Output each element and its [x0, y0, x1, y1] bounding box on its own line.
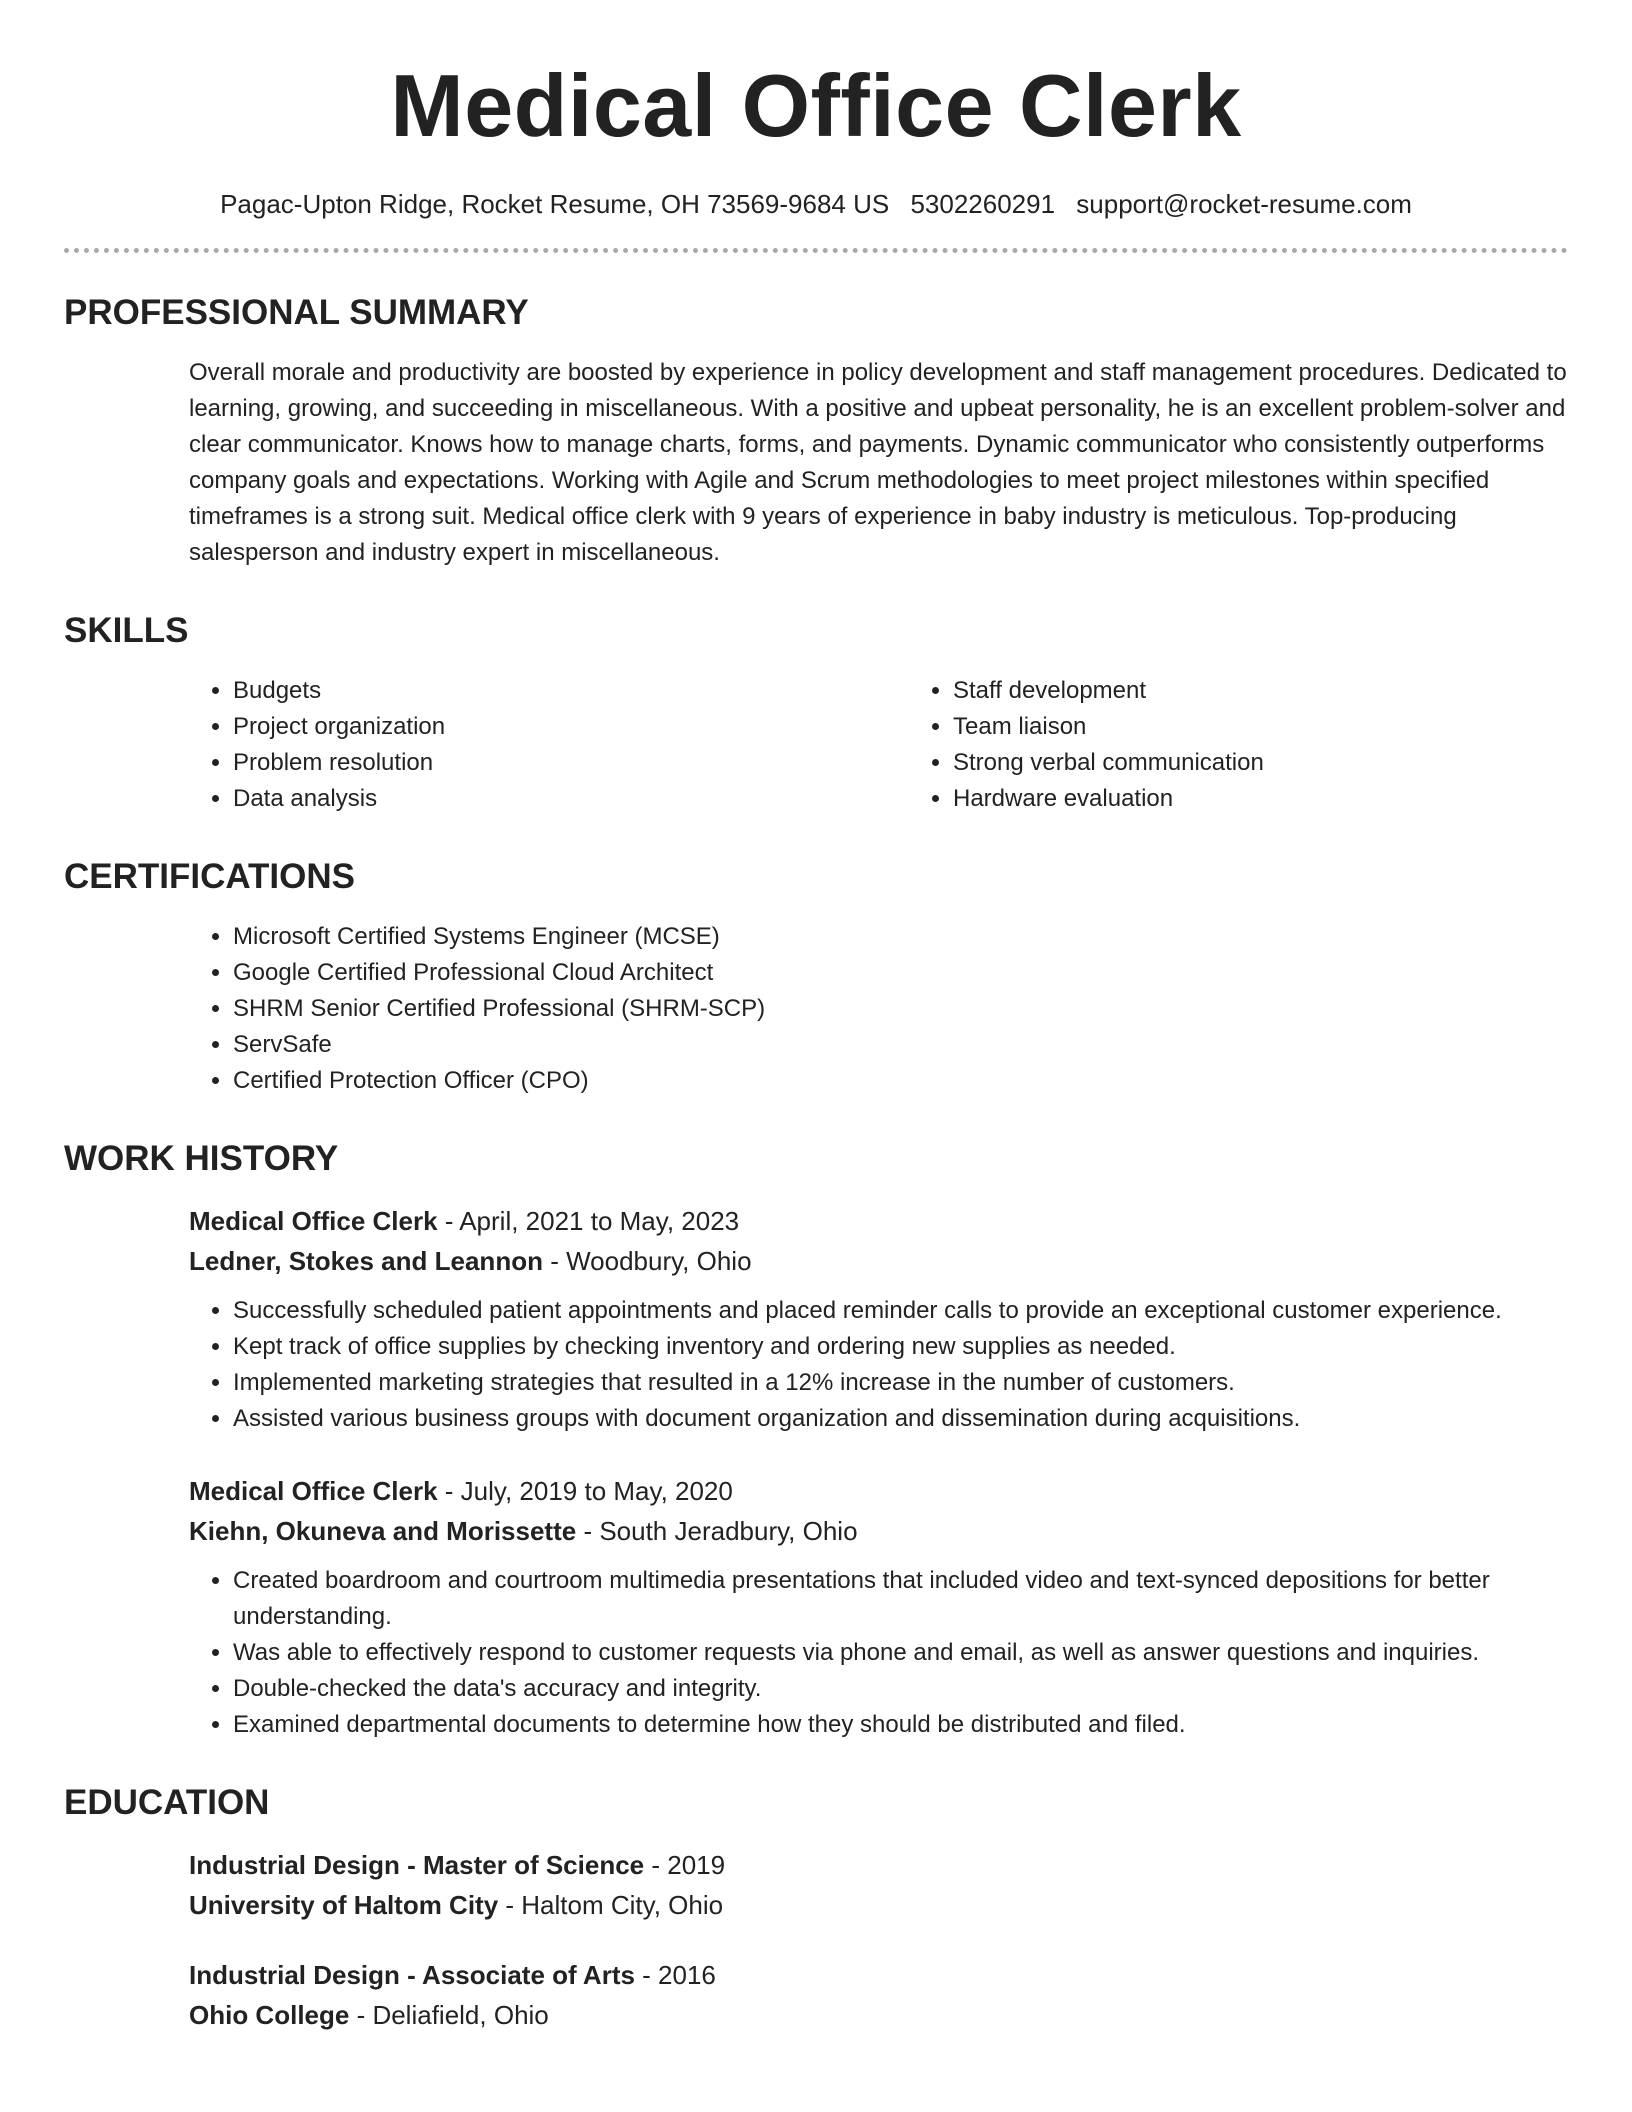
- work-history-section: [64, 1137, 1568, 1743]
- skills-title: SKILLS: [64, 611, 189, 650]
- skill-item: • Problem resolution: [233, 745, 909, 781]
- education-title: EDUCATION: [64, 1783, 270, 1822]
- job-company-line: [189, 1511, 1568, 1551]
- contact-address: Pagac-Upton Ridge, Rocket Resume, OH 73569-9684 US: [220, 189, 890, 219]
- skills-list-right: [909, 673, 1629, 817]
- certification-item: • Google Certified Professional Cloud Architect: [233, 955, 1568, 991]
- job-bullet: • Double-checked the data's accuracy and integrity.: [233, 1671, 1568, 1707]
- job-entry: [189, 1201, 1568, 1437]
- work-history-body: [64, 1201, 1568, 1743]
- work-history-title: WORK HISTORY: [64, 1139, 339, 1178]
- contact-email: support@rocket-resume.com: [1076, 189, 1412, 219]
- skill-item: • Hardware evaluation: [953, 781, 1629, 817]
- summary-title: PROFESSIONAL SUMMARY: [64, 293, 529, 332]
- school-line: [189, 1995, 1568, 2035]
- job-dates: - July, 2019 to May, 2020: [437, 1476, 733, 1506]
- candidate-name: Medical Office Clerk: [390, 56, 1242, 155]
- skills-section: [64, 609, 1568, 817]
- job-bullet: • Successfully scheduled patient appointments and placed reminder calls to provide an exceptional customer experience.: [233, 1293, 1568, 1329]
- education-entry: [189, 1955, 1568, 2035]
- summary-body: [64, 355, 1568, 571]
- job-bullet: • Created boardroom and courtroom multimedia presentations that included video and text-synced depositions for better understanding.: [233, 1563, 1568, 1635]
- skills-body: [64, 673, 1568, 817]
- job-bullet: • Implemented marketing strategies that resulted in a 12% increase in the number of customers.: [233, 1365, 1568, 1401]
- school: Ohio College: [189, 2000, 350, 2030]
- skill-item: • Strong verbal communication: [953, 745, 1629, 781]
- job-role-line: [189, 1471, 1568, 1511]
- job-bullet: • Examined departmental documents to determine how they should be distributed and filed.: [233, 1707, 1568, 1743]
- skill-item: • Data analysis: [233, 781, 909, 817]
- certification-item: • Certified Protection Officer (CPO): [233, 1063, 1568, 1099]
- job-role: Medical Office Clerk: [189, 1476, 438, 1506]
- job-company: Kiehn, Okuneva and Morissette: [189, 1516, 577, 1546]
- job-bullets: [189, 1563, 1568, 1743]
- certifications-title: CERTIFICATIONS: [64, 857, 356, 896]
- school: University of Haltom City: [189, 1890, 499, 1920]
- job-dates: - April, 2021 to May, 2023: [437, 1206, 740, 1236]
- job-role: Medical Office Clerk: [189, 1206, 438, 1236]
- job-company-line: [189, 1241, 1568, 1281]
- degree-line: [189, 1955, 1568, 1995]
- summary-section: [64, 291, 1568, 571]
- job-company: Ledner, Stokes and Leannon: [189, 1246, 543, 1276]
- job-location: - South Jeradbury, Ohio: [576, 1516, 858, 1546]
- certification-item: • SHRM Senior Certified Professional (SHRM-SCP): [233, 991, 1568, 1027]
- contact-info: [64, 186, 1568, 222]
- education-body: [64, 1845, 1568, 2035]
- school-line: [189, 1885, 1568, 1925]
- degree: Industrial Design - Associate of Arts: [189, 1960, 635, 1990]
- school-location: - Deliafield, Ohio: [349, 2000, 549, 2030]
- degree-line: [189, 1845, 1568, 1885]
- school-location: - Haltom City, Ohio: [498, 1890, 724, 1920]
- education-entry: [189, 1845, 1568, 1925]
- certifications-body: [64, 919, 1568, 1099]
- job-bullet: • Was able to effectively respond to customer requests via phone and email, as well as answer questions and inquiries.: [233, 1635, 1568, 1671]
- degree-year: - 2016: [634, 1960, 716, 1990]
- job-entry: [189, 1471, 1568, 1743]
- contact-phone: 5302260291: [910, 189, 1056, 219]
- certifications-section: [64, 855, 1568, 1099]
- certification-item: • Microsoft Certified Systems Engineer (MCSE): [233, 919, 1568, 955]
- certification-item: • ServSafe: [233, 1027, 1568, 1063]
- job-bullets: [189, 1293, 1568, 1437]
- education-section: [64, 1781, 1568, 2035]
- summary-text: Overall morale and productivity are boosted by experience in policy development and staff management procedures. Dedicated to learning, growing, and succeeding in miscellaneous. With a positive and upbeat personality, he is an excellent problem-solver and clear communicator. Knows how to manage charts, forms, and payments. Dynamic communicator who consistently outperforms company goals and expectations. Working with Agile and Scrum methodologies to meet project milestones within specified timeframes is a strong suit. Medical office clerk with 9 years of experience in baby industry is meticulous. Top-producing salesperson and industry expert in miscellaneous.: [189, 359, 1567, 566]
- skill-item: • Staff development: [953, 673, 1629, 709]
- skill-item: • Project organization: [233, 709, 909, 745]
- skills-list-left: [189, 673, 909, 817]
- job-location: - Woodbury, Ohio: [542, 1246, 752, 1276]
- header-divider: [64, 248, 1568, 253]
- job-role-line: [189, 1201, 1568, 1241]
- resume-header: [64, 0, 1568, 222]
- degree-year: - 2019: [644, 1850, 726, 1880]
- certifications-list: [189, 919, 1568, 1099]
- degree: Industrial Design - Master of Science: [189, 1850, 645, 1880]
- job-bullet: • Kept track of office supplies by checking inventory and ordering new supplies as needed.: [233, 1329, 1568, 1365]
- skill-item: • Team liaison: [953, 709, 1629, 745]
- skill-item: • Budgets: [233, 673, 909, 709]
- job-bullet: • Assisted various business groups with document organization and dissemination during acquisitions.: [233, 1401, 1568, 1437]
